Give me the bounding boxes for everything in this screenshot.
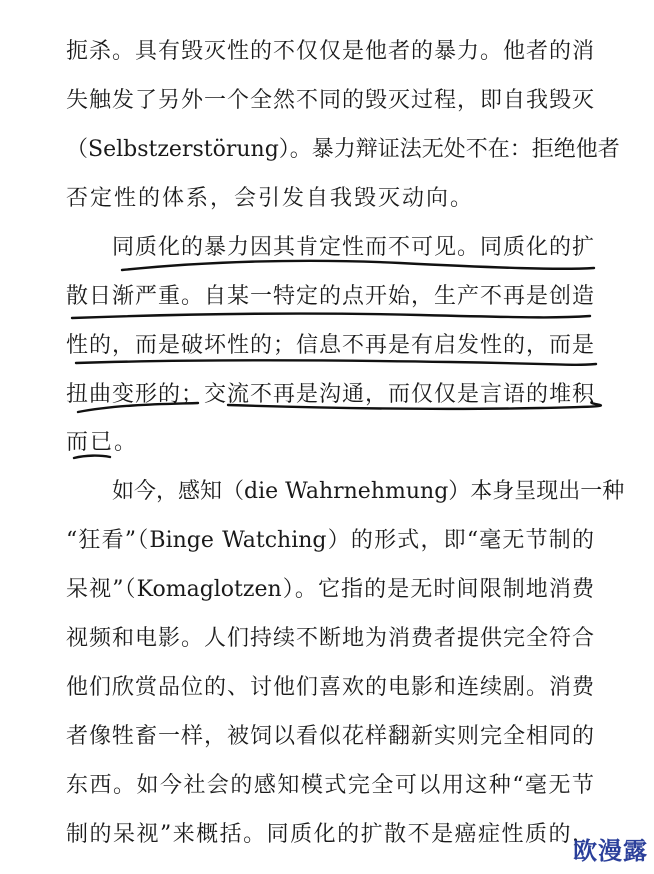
text-line: 失触发了另外一个全然不同的毁灭过程，即自我毁灭 [66,88,594,113]
underline-mark [228,402,601,409]
watermark: 欧漫露 [573,837,648,865]
text-line: 而已。 [66,430,139,455]
text-line: 制的呆视”来概括。同质化的扩散不是癌症性质的， [66,822,594,847]
underline-mark [122,261,594,270]
text-line: 扭曲变形的；交流不再是沟通，而仅仅是言语的堆积 [66,382,594,407]
text-line: 性的，而是破坏性的；信息不再是有启发性的，而是 [66,333,594,358]
text-line: 者像牲畜一样，被饲以看似花样翻新实则完全相同的 [66,724,594,749]
text-line: （Selbstzerstörung）。暴力辩证法无处不在：拒绝他者 [66,137,620,162]
underline-mark [74,456,110,458]
underline-mark [78,403,198,412]
underline-mark [72,314,590,318]
underline-mark [76,360,596,365]
text-line: “狂看”（Binge Watching）的形式，即“毫无节制的 [66,528,594,553]
text-line: 散日渐严重。自某一特定的点开始，生产不再是创造 [66,284,594,309]
paragraph-start-line: 同质化的暴力因其肯定性而不可见。同质化的扩 [112,235,594,260]
text-line: 他们欣赏品位的、讨他们喜欢的电影和连续剧。消费 [66,675,594,700]
text-line: 视频和电影。人们持续不断地为消费者提供完全符合 [66,626,594,651]
text-line: 东西。如今社会的感知模式完全可以用这种“毫无节 [66,773,594,798]
text-line: 呆视”（Komaglotzen）。它指的是无时间限制地消费 [66,577,594,602]
paragraph-start-line: 如今，感知（die Wahrnehmung）本身呈现出一种 [112,479,625,504]
text-line: 否定性的体系，会引发自我毁灭动向。 [66,186,475,211]
text-line: 扼杀。具有毁灭性的不仅仅是他者的暴力。他者的消 [66,39,594,64]
